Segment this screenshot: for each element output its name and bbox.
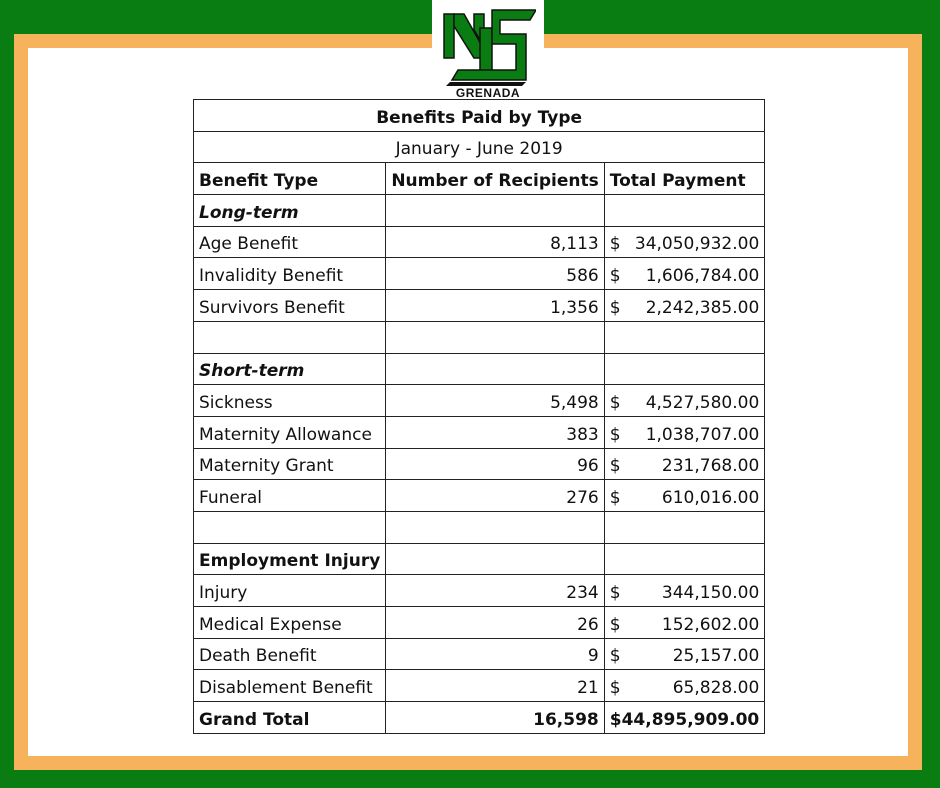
recipients: 8,113	[386, 226, 604, 258]
benefit-type: Death Benefit	[194, 638, 386, 670]
grand-total-label: Grand Total	[194, 702, 386, 734]
table-row	[194, 480, 765, 512]
recipients: 96	[386, 448, 604, 480]
table-row	[194, 290, 765, 322]
currency-symbol: $	[609, 266, 621, 287]
table-row	[194, 448, 765, 480]
logo	[432, 0, 544, 100]
currency-symbol: $	[609, 392, 621, 413]
payment: 610,016.00	[661, 487, 760, 508]
recipients: 276	[386, 480, 604, 512]
currency-symbol: $	[609, 297, 621, 318]
benefit-type: Medical Expense	[194, 607, 386, 639]
payment: 25,157.00	[672, 646, 760, 667]
currency-symbol: $	[609, 424, 621, 445]
section-long-term: Long-term	[194, 195, 386, 227]
currency-symbol: $	[609, 709, 622, 730]
currency-symbol: $	[609, 646, 621, 667]
logo-text: GRENADA	[455, 86, 521, 100]
currency-symbol: $	[609, 678, 621, 699]
section-row	[194, 195, 765, 227]
benefit-type: Sickness	[194, 385, 386, 417]
grand-total-recipients: 16,598	[386, 702, 604, 734]
benefit-type: Maternity Grant	[194, 448, 386, 480]
payment: 231,768.00	[661, 456, 760, 477]
nis-logo-icon	[440, 6, 536, 86]
period-row	[194, 131, 765, 163]
section-row	[194, 543, 765, 575]
currency-symbol: $	[609, 456, 621, 477]
header-payment: Total Payment	[604, 163, 765, 195]
recipients: 234	[386, 575, 604, 607]
section-employment-injury: Employment Injury	[194, 543, 386, 575]
payment: 2,242,385.00	[645, 297, 760, 318]
payment: 4,527,580.00	[645, 392, 760, 413]
spacer-row	[194, 511, 765, 543]
payment: 1,606,784.00	[645, 266, 760, 287]
header-recipients: Number of Recipients	[386, 163, 604, 195]
benefit-type: Funeral	[194, 480, 386, 512]
recipients: 21	[386, 670, 604, 702]
recipients: 383	[386, 416, 604, 448]
currency-symbol: $	[609, 614, 621, 635]
table-row	[194, 670, 765, 702]
table-row	[194, 416, 765, 448]
header-benefit-type: Benefit Type	[194, 163, 386, 195]
recipients: 5,498	[386, 385, 604, 417]
table-row	[194, 258, 765, 290]
benefit-type: Survivors Benefit	[194, 290, 386, 322]
currency-symbol: $	[609, 487, 621, 508]
table-title: Benefits Paid by Type	[194, 100, 765, 132]
recipients: 586	[386, 258, 604, 290]
table-row	[194, 607, 765, 639]
payment: 152,602.00	[661, 614, 760, 635]
benefit-type: Injury	[194, 575, 386, 607]
payment: 34,050,932.00	[634, 234, 760, 255]
spacer-row	[194, 321, 765, 353]
title-row	[194, 100, 765, 132]
section-short-term: Short-term	[194, 353, 386, 385]
grand-total-row	[194, 702, 765, 734]
payment: 344,150.00	[661, 583, 760, 603]
benefit-type: Age Benefit	[194, 226, 386, 258]
recipients: 9	[386, 638, 604, 670]
table-row	[194, 226, 765, 258]
recipients: 1,356	[386, 290, 604, 322]
currency-symbol: $	[609, 583, 621, 603]
benefit-type: Maternity Allowance	[194, 416, 386, 448]
table-row	[194, 638, 765, 670]
benefit-type: Disablement Benefit	[194, 670, 386, 702]
payment: 1,038,707.00	[645, 424, 760, 445]
header-row	[194, 163, 765, 195]
recipients: 26	[386, 607, 604, 639]
grand-total-payment: 44,895,909.00	[621, 709, 760, 730]
table-row	[194, 575, 765, 607]
table-row	[194, 385, 765, 417]
currency-symbol: $	[609, 234, 621, 255]
payment: 65,828.00	[672, 678, 760, 699]
benefits-table	[193, 99, 765, 734]
section-row	[194, 353, 765, 385]
benefit-type: Invalidity Benefit	[194, 258, 386, 290]
table-period: January - June 2019	[194, 131, 765, 163]
